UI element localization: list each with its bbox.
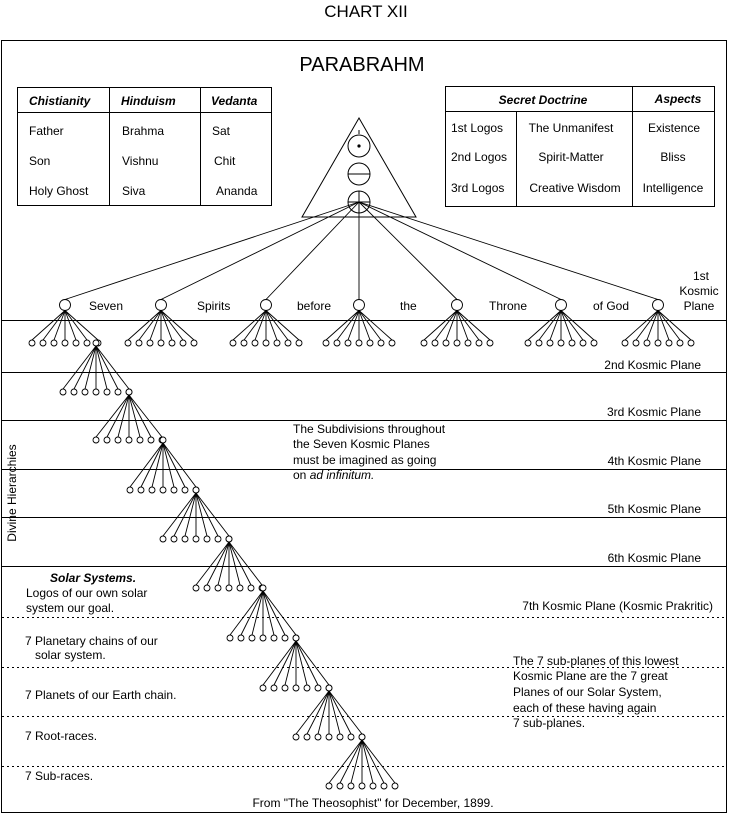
leaf-node	[115, 437, 121, 443]
subdivision-note-line: must be imagined as going	[293, 453, 437, 467]
subdivision-note-prefix: on	[293, 468, 310, 482]
tree-branch	[161, 202, 359, 300]
leaf-node	[633, 340, 639, 346]
tree-branch	[561, 311, 583, 341]
tree-branch	[74, 346, 96, 389]
leaf-node	[421, 340, 427, 346]
leaf-node	[263, 340, 269, 346]
tree-branch	[32, 311, 65, 341]
divine-hierarchies-label: Divine Hierarchies	[5, 444, 19, 542]
leaf-node	[171, 487, 177, 493]
subdivision-note-line: The Subdivisions throughout	[293, 422, 446, 436]
leaf-node	[84, 340, 90, 346]
tree-branch	[340, 740, 362, 783]
branch-node	[293, 635, 299, 641]
leaf-node	[666, 340, 672, 346]
first-plane-label: Kosmic	[679, 284, 719, 298]
leaf-node	[248, 585, 254, 591]
leaf-node	[237, 585, 243, 591]
tree-branch	[43, 311, 65, 341]
tree-branch	[63, 346, 96, 389]
spirits-word: before	[297, 299, 332, 313]
subplane-note-line: Kosmic Plane are the 7 great	[513, 669, 668, 683]
table-header-vedanta: Vedanta	[211, 94, 258, 108]
table-cell: Chit	[214, 154, 236, 168]
tree-branch	[561, 311, 594, 341]
subdivision-note-line: the Seven Kosmic Planes	[293, 437, 430, 451]
table-cell: 1st Logos	[451, 121, 504, 135]
leaf-node	[688, 340, 694, 346]
leaf-node	[304, 734, 310, 740]
tree-branch	[329, 691, 362, 734]
tree-branch	[359, 311, 392, 341]
tree-branch	[141, 443, 163, 487]
first-plane-label: Plane	[683, 299, 715, 313]
leaf-node	[180, 340, 186, 346]
tree-branch	[65, 311, 98, 341]
tree-branch	[96, 395, 129, 437]
logos-point	[357, 144, 360, 147]
leaf-node	[293, 685, 299, 691]
tree-branch	[233, 311, 266, 341]
leaf-node	[252, 340, 258, 346]
leaf-node	[160, 536, 166, 542]
tree-branch	[174, 493, 196, 536]
branch-node	[359, 734, 365, 740]
source-credit: From "The Theosophist" for December, 1899.	[252, 796, 494, 810]
table-cell: Father	[29, 124, 64, 138]
tree-branch	[658, 311, 680, 341]
leaf-node	[293, 734, 299, 740]
tree-branch	[229, 542, 262, 585]
leaf-node	[260, 685, 266, 691]
tree-branch	[129, 395, 162, 437]
subdivision-note-line	[293, 468, 374, 482]
leaf-node	[274, 340, 280, 346]
leaf-node	[215, 536, 221, 542]
tree-branch	[263, 591, 285, 635]
tree-branch	[329, 740, 362, 783]
tree-branch	[196, 493, 218, 536]
subplane-note-line: 7 sub-planes.	[513, 716, 586, 730]
leaf-node	[60, 389, 66, 395]
leaf-node	[432, 340, 438, 346]
tree-branch	[229, 542, 251, 585]
leaf-node	[241, 340, 247, 346]
leaf-node	[71, 389, 77, 395]
leaf-node	[51, 340, 57, 346]
leaf-node	[249, 635, 255, 641]
leaf-node	[370, 783, 376, 789]
kosmic-plane-label: 6th Kosmic Plane	[607, 551, 701, 565]
branch-node	[93, 340, 99, 346]
tree-branch	[636, 311, 658, 341]
leaf-node	[389, 340, 395, 346]
leaf-node	[392, 783, 398, 789]
leaf-node	[138, 487, 144, 493]
tree-branch	[196, 493, 229, 536]
tree-branch	[207, 542, 229, 585]
table-cell: Siva	[122, 184, 146, 198]
table-cell: Existence	[647, 121, 701, 135]
leaf-node	[315, 734, 321, 740]
leaf-node	[348, 734, 354, 740]
tree-branch	[528, 311, 561, 341]
tree-branch	[337, 311, 359, 341]
leaf-node	[536, 340, 542, 346]
leaf-node	[381, 783, 387, 789]
leaf-node	[334, 340, 340, 346]
leaf-node	[93, 437, 99, 443]
leaf-node	[525, 340, 531, 346]
solar-item-line: 7 Planetary chains of our	[25, 634, 158, 648]
kosmic-plane-label: 5th Kosmic Plane	[607, 502, 701, 516]
leaf-node	[147, 340, 153, 346]
kosmic-plane-label: 7th Kosmic Plane (Kosmic Prakritic)	[522, 599, 713, 613]
branch-node	[226, 536, 232, 542]
branch-node	[193, 487, 199, 493]
ad-infinitum-text: ad infinitum.	[309, 468, 375, 482]
tree-branch	[362, 740, 395, 783]
leaf-node	[315, 685, 321, 691]
kosmic-plane-label: 4th Kosmic Plane	[607, 454, 701, 468]
tree-branch	[263, 641, 296, 685]
leaf-node	[271, 635, 277, 641]
table-header-aspects: Aspects	[654, 92, 702, 106]
leaf-node	[454, 340, 460, 346]
leaf-node	[193, 536, 199, 542]
tree-branch	[362, 740, 384, 783]
tree-branch	[244, 311, 266, 341]
leaf-node	[93, 389, 99, 395]
tree-branch	[424, 311, 457, 341]
leaf-node	[62, 340, 68, 346]
leaf-node	[367, 340, 373, 346]
leaf-node	[326, 734, 332, 740]
table-cell: 2nd Logos	[451, 150, 508, 164]
leaf-node	[337, 734, 343, 740]
leaf-node	[569, 340, 575, 346]
leaf-node	[82, 389, 88, 395]
spirits-word: of God	[593, 299, 630, 313]
tree-branch	[163, 493, 196, 536]
spirit-node	[653, 300, 664, 311]
tree-branch	[230, 591, 263, 635]
leaf-node	[285, 340, 291, 346]
leaf-node	[104, 389, 110, 395]
branch-node	[326, 685, 332, 691]
table-cell: Bliss	[660, 150, 686, 164]
leaf-node	[182, 536, 188, 542]
tree-branch	[196, 542, 229, 585]
leaf-node	[580, 340, 586, 346]
spirit-node	[261, 300, 272, 311]
spirits-word: Throne	[489, 299, 528, 313]
tree-branch	[307, 691, 329, 734]
solar-item-line: 7 Sub-races.	[25, 769, 94, 783]
leaf-node	[136, 340, 142, 346]
spirit-node	[60, 300, 71, 311]
kosmic-plane-label: 2nd Kosmic Plane	[604, 358, 701, 372]
tree-branch	[161, 311, 194, 341]
tree-branch	[163, 443, 185, 487]
leaf-node	[304, 685, 310, 691]
tree-branch	[130, 443, 163, 487]
leaf-node	[359, 783, 365, 789]
tree-branch	[359, 202, 658, 300]
leaf-node	[104, 437, 110, 443]
leaf-node	[126, 437, 132, 443]
leaf-node	[337, 783, 343, 789]
tree-branch	[107, 395, 129, 437]
branch-node	[260, 585, 266, 591]
leaf-node	[326, 783, 332, 789]
leaf-node	[260, 635, 266, 641]
leaf-node	[115, 389, 121, 395]
solar-item-line: 7 Root-races.	[25, 729, 98, 743]
leaf-node	[271, 685, 277, 691]
leaf-node	[356, 340, 362, 346]
table-cell: Spirit-Matter	[538, 150, 604, 164]
tree-branch	[163, 443, 196, 487]
leaf-node	[443, 340, 449, 346]
leaf-node	[296, 340, 302, 346]
leaf-node	[204, 585, 210, 591]
subplane-note-line: The 7 sub-planes of this lowest	[513, 654, 679, 668]
leaf-node	[227, 635, 233, 641]
leaf-node	[29, 340, 35, 346]
leaf-node	[149, 487, 155, 493]
leaf-node	[238, 635, 244, 641]
tree-branch	[161, 311, 183, 341]
leaf-node	[160, 487, 166, 493]
leaf-node	[193, 585, 199, 591]
table-header-secret-doctrine: Secret Doctrine	[498, 93, 588, 107]
tree-branch	[296, 641, 329, 685]
tree-branch	[326, 311, 359, 341]
tree-branch	[274, 641, 296, 685]
table-header-hinduism: Hinduism	[121, 94, 176, 108]
leaf-node	[171, 536, 177, 542]
first-plane-label: 1st	[692, 269, 710, 283]
table-cell: Intelligence	[642, 181, 704, 195]
leaf-node	[182, 487, 188, 493]
leaf-node	[547, 340, 553, 346]
tree-branch	[266, 311, 299, 341]
leaf-node	[282, 635, 288, 641]
spirit-node	[452, 300, 463, 311]
table-cell: Vishnu	[122, 154, 159, 168]
branch-node	[126, 389, 132, 395]
leaf-node	[73, 340, 79, 346]
leaf-node	[345, 340, 351, 346]
leaf-node	[158, 340, 164, 346]
tree-branch	[296, 641, 318, 685]
spirits-word: Seven	[89, 299, 124, 313]
leaf-node	[476, 340, 482, 346]
leaf-node	[323, 340, 329, 346]
tree-branch	[65, 311, 87, 341]
leaf-node	[487, 340, 493, 346]
leaf-node	[282, 685, 288, 691]
leaf-node	[127, 487, 133, 493]
leaf-node	[137, 437, 143, 443]
solar-item-line: 7 Planets of our Earth chain.	[25, 688, 177, 702]
table-cell: Brahma	[122, 124, 165, 138]
tree-branch	[539, 311, 561, 341]
leaf-node	[40, 340, 46, 346]
leaf-node	[230, 340, 236, 346]
spirit-node	[156, 300, 167, 311]
solar-systems-heading: Solar Systems.	[50, 571, 137, 585]
spirits-word: Spirits	[197, 299, 231, 313]
leaf-node	[378, 340, 384, 346]
subplane-note-line: Planes of our Solar System,	[513, 685, 662, 699]
leaf-node	[622, 340, 628, 346]
solar-item-line: solar system.	[35, 648, 106, 662]
kosmic-plane-label: 3rd Kosmic Plane	[606, 405, 701, 419]
table-cell: Holy Ghost	[29, 184, 89, 198]
spirits-word: the	[400, 299, 417, 313]
leaf-node	[591, 340, 597, 346]
tree-branch	[457, 311, 479, 341]
solar-item-line: Logos of our own solar	[26, 586, 148, 600]
leaf-node	[677, 340, 683, 346]
leaf-node	[204, 536, 210, 542]
table-cell: 3rd Logos	[451, 181, 505, 195]
tree-branch	[359, 311, 381, 341]
tree-branch	[129, 395, 151, 437]
branch-node	[160, 437, 166, 443]
table-cell: Ananda	[216, 184, 258, 198]
tree-branch	[625, 311, 658, 341]
subplane-note-line: each of these having again	[513, 701, 657, 715]
leaf-node	[644, 340, 650, 346]
table-cell: The Unmanifest	[528, 121, 614, 135]
spirit-node	[354, 300, 365, 311]
leaf-node	[169, 340, 175, 346]
spirit-node	[556, 300, 567, 311]
table-cell: Sat	[212, 124, 231, 138]
tree-branch	[96, 346, 129, 389]
leaf-node	[348, 783, 354, 789]
tree-branch	[435, 311, 457, 341]
solar-item-line: system our goal.	[26, 601, 115, 615]
tree-branch	[65, 202, 359, 300]
leaf-node	[191, 340, 197, 346]
leaf-node	[215, 585, 221, 591]
tree-branch	[658, 311, 691, 341]
table-cell: Son	[29, 154, 51, 168]
tree-branch	[329, 691, 351, 734]
leaf-node	[148, 437, 154, 443]
leaf-node	[558, 340, 564, 346]
tree-branch	[266, 311, 288, 341]
table-cell: Creative Wisdom	[529, 181, 621, 195]
tree-branch	[96, 346, 118, 389]
leaf-node	[655, 340, 661, 346]
tree-branch	[296, 691, 329, 734]
chart-title: CHART XII	[324, 2, 408, 21]
leaf-node	[465, 340, 471, 346]
main-title: PARABRAHM	[299, 54, 425, 76]
tree-branch	[263, 591, 296, 635]
tree-branch	[241, 591, 263, 635]
leaf-node	[226, 585, 232, 591]
table-header-christianity: Chistianity	[29, 94, 91, 108]
tree-branch	[139, 311, 161, 341]
tree-branch	[457, 311, 490, 341]
tree-branch	[359, 202, 561, 300]
tree-branch	[128, 311, 161, 341]
leaf-node	[125, 340, 131, 346]
